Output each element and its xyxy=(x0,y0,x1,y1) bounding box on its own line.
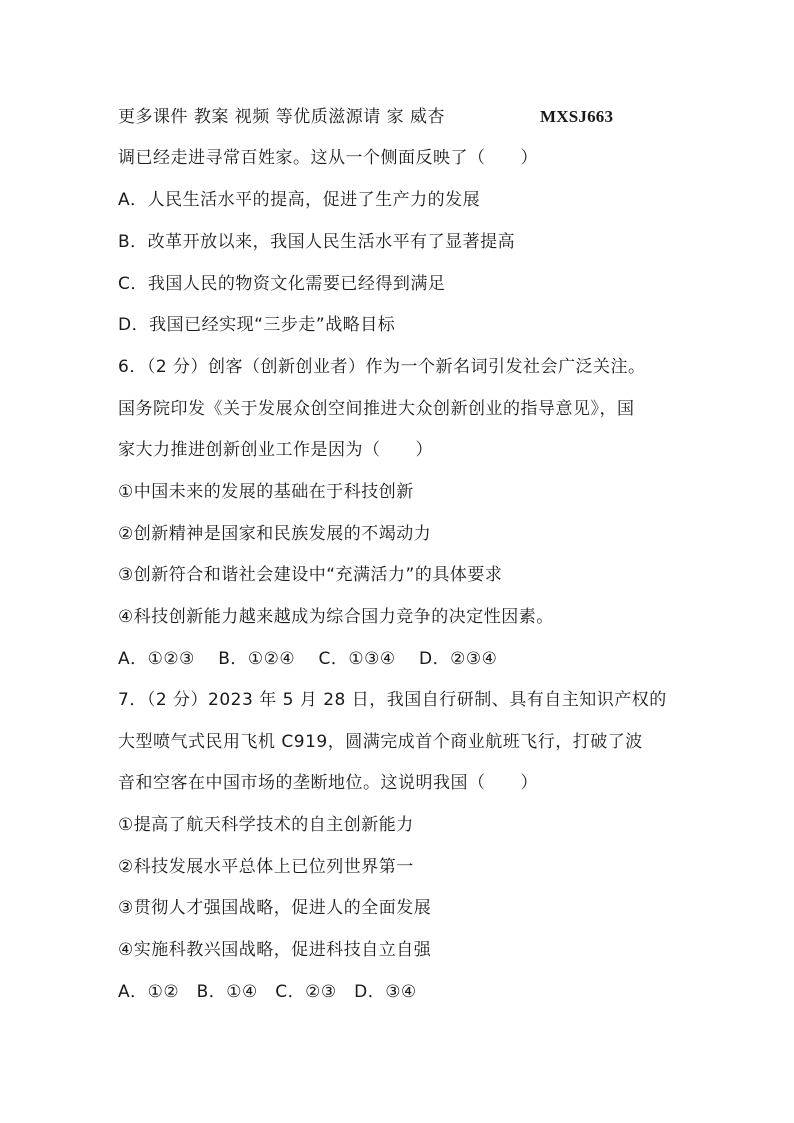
header-code: MXSJ663 xyxy=(540,107,614,126)
q6-statement-4: ④科技创新能力越来越成为综合国力竞争的决定性因素。 xyxy=(118,607,554,627)
q5-option-c: C．我国人民的物资文化需要已经得到满足 xyxy=(118,274,446,294)
q7-stem-line-3: 音和空客在中国市场的垄断地位。这说明我国（ ） xyxy=(118,773,538,793)
q7-statement-2: ②科技发展水平总体上已位列世界第一 xyxy=(118,857,414,877)
q6-choices: A．①②③ B．①②④ C．①③④ D．②③④ xyxy=(118,649,498,669)
q6-stem-line-3: 家大力推进创新创业工作是因为（ ） xyxy=(118,440,433,460)
q7-statement-3: ③贯彻人才强国战略，促进人的全面发展 xyxy=(118,898,432,918)
q7-stem-line-2: 大型喷气式民用飞机 C919，圆满完成首个商业航班飞行，打破了波 xyxy=(118,732,643,752)
q7-statement-1: ①提高了航天科学技术的自主创新能力 xyxy=(118,815,414,835)
q7-choices: A．①② B．①④ C．②③ D．③④ xyxy=(118,982,417,1002)
q6-stem-line-2: 国务院印发《关于发展众创空间推进大众创新创业的指导意见》，国 xyxy=(118,399,635,419)
header-promo-text: 更多课件 教案 视频 等优质滋源请 家 威杏 xyxy=(118,107,446,127)
q5-option-d: D．我国已经实现“三步走”战略目标 xyxy=(118,315,396,335)
q6-statement-1: ①中国未来的发展的基础在于科技创新 xyxy=(118,482,414,502)
q7-statement-4: ④实施科教兴国战略，促进科技自立自强 xyxy=(118,940,432,960)
q5-option-b: B．改革开放以来，我国人民生活水平有了显著提高 xyxy=(118,232,516,252)
q5-option-a: A．人民生活水平的提高，促进了生产力的发展 xyxy=(118,190,481,210)
q7-stem-line-1: 7．（2 分）2023 年 5 月 28 日，我国自行研制、具有自主知识产权的 xyxy=(118,690,667,710)
q5-stem-tail: 调已经走进寻常百姓家。这从一个侧面反映了（ ） xyxy=(118,148,538,168)
q6-statement-3: ③创新符合和谐社会建设中“充满活力”的具体要求 xyxy=(118,565,503,585)
q6-stem-line-1: 6．（2 分）创客（创新创业者）作为一个新名词引发社会广泛关注。 xyxy=(118,357,646,377)
q6-statement-2: ②创新精神是国家和民族发展的不竭动力 xyxy=(118,524,432,544)
